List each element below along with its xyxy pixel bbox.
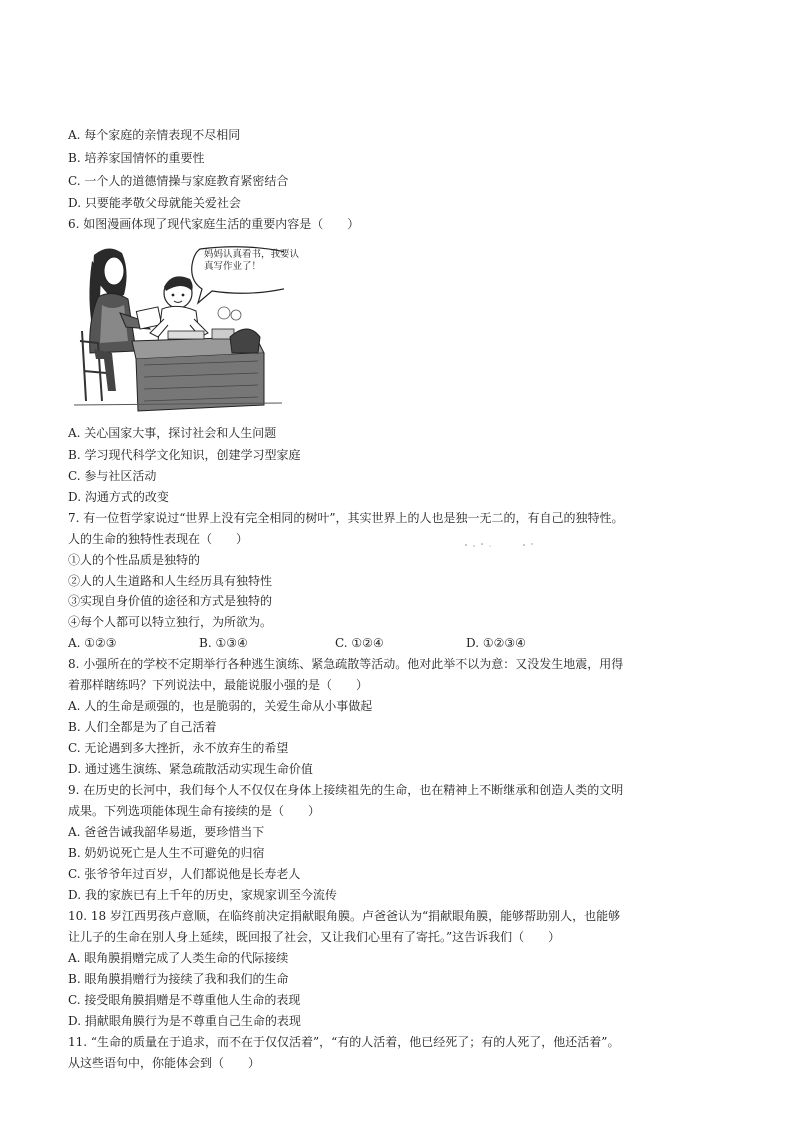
q10-option-c: C. 接受眼角膜捐赠是不尊重他人生命的表现 (68, 993, 301, 1007)
q9-option-c: C. 张爷爷年过百岁，人们都说他是长寿老人 (68, 867, 301, 881)
q7-stem-line2: 人的生命的独特性表现在（ ） (68, 532, 249, 546)
q6-option-a: A. 关心国家大事，探讨社会和人生问题 (68, 426, 277, 440)
q9-option-d: D. 我的家族已有上千年的历史，家规家训至今流传 (68, 888, 337, 902)
q8-stem-line1: 8. 小强所在的学校不定期举行各种逃生演练、紧急疏散等活动。他对此举不以为意：又没发生地震，用得 (68, 657, 624, 671)
q5-option-d: D. 只要能孝敬父母就能关爱社会 (68, 196, 241, 210)
q5-option-a: A. 每个家庭的亲情表现不尽相同 (68, 128, 241, 142)
q9-stem-line1: 9. 在历史的长河中，我们每个人不仅仅在身体上接续祖先的生命，也在精神上不断继承和创造人类的文明 (68, 783, 624, 797)
q6-option-c: C. 参与社区活动 (68, 469, 157, 483)
q10-option-a: A. 眼角膜捐赠完成了人类生命的代际接续 (68, 951, 289, 965)
q7-option-b: B. ①③④ (199, 636, 248, 650)
q5-option-c: C. 一个人的道德情操与家庭教育紧密结合 (68, 174, 289, 188)
q7-item-2: ②人的人生道路和人生经历具有独特性 (68, 574, 273, 588)
q8-option-c: C. 无论遇到多大挫折，永不放弃生的希望 (68, 741, 289, 755)
q10-stem-line1: 10. 18 岁江西男孩卢意顺，在临终前决定捐献眼角膜。卢爸爸认为“捐献眼角膜，能够帮助别人，也能够 (68, 909, 621, 923)
q7-option-a: A. ①②③ (68, 636, 117, 650)
q10-option-b: B. 眼角膜捐赠行为接续了我和我们的生命 (68, 972, 289, 986)
q8-option-b: B. 人们全都是为了自己活着 (68, 720, 217, 734)
q9-stem-line2: 成果。下列选项能体现生命有接续的是（ ） (68, 804, 321, 818)
q7-item-1: ①人的个性品质是独特的 (68, 553, 201, 567)
q7-stem-line1: 7. 有一位哲学家说过“世界上没有完全相同的树叶”，其实世界上的人也是独一无二的，有自己的独特性。 (68, 511, 624, 525)
q7-options-row (68, 635, 708, 651)
q9-option-a: A. 爸爸告诫我韶华易逝，要珍惜当下 (68, 825, 265, 839)
q8-stem-line2: 着那样瞎练吗？下列说法中，最能说服小强的是（ ） (68, 678, 369, 692)
comic-speech-bubble: 妈妈认真看书，我要认真写作业了！ (204, 249, 300, 272)
q6-option-b: B. 学习现代科学文化知识，创建学习型家庭 (68, 448, 301, 462)
q7-option-d: D. ①②③④ (466, 636, 526, 650)
q11-stem-line1: 11. “生命的质量在于追求，而不在于仅仅活着”，“有的人活着，他已经死了；有的人死了，他还活着”。 (68, 1035, 620, 1049)
q5-option-b: B. 培养家国情怀的重要性 (68, 151, 205, 165)
q6-option-d: D. 沟通方式的改变 (68, 490, 169, 504)
q7-item-3: ③实现自身价值的途径和方式是独特的 (68, 594, 273, 608)
q8-option-d: D. 通过逃生演练、紧急疏散活动实现生命价值 (68, 762, 313, 776)
q8-option-a: A. 人的生命是顽强的，也是脆弱的，关爱生命从小事做起 (68, 699, 373, 713)
q7-option-c: C. ①②④ (335, 636, 384, 650)
q11-stem-line2: 从这些语句中，你能体会到（ ） (68, 1056, 261, 1070)
q6-stem: 6. 如图漫画体现了现代家庭生活的重要内容是（ ） (68, 217, 360, 231)
q7-item-4: ④每个人都可以特立独行，为所欲为。 (68, 615, 273, 629)
q10-stem-line2: 让儿子的生命在别人身上延续，既回报了社会，又让我们心里有了寄托。”这告诉我们（ ） (68, 930, 561, 944)
q10-option-d: D. 捐献眼角膜行为是不尊重自己生命的表现 (68, 1014, 301, 1028)
q9-option-b: B. 奶奶说死亡是人生不可避免的归宿 (68, 846, 265, 860)
scan-speckle (460, 540, 540, 550)
